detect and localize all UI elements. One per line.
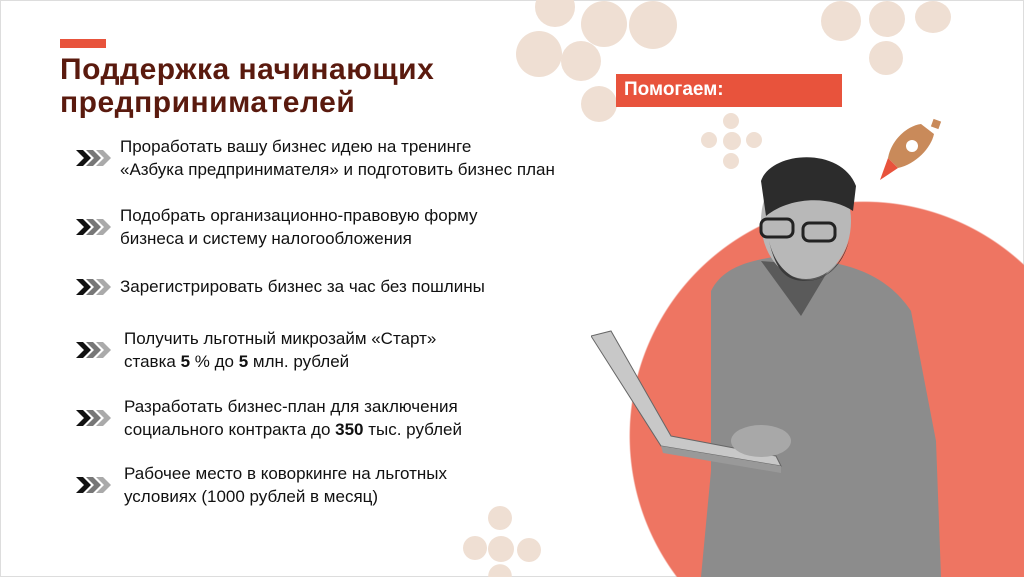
item-text: [124, 350, 436, 373]
decor-dot: [821, 1, 861, 41]
item-text: Зарегистрировать бизнес за час без пошлины: [120, 277, 485, 296]
item-text: [124, 418, 462, 441]
list-item: [76, 462, 447, 508]
chevrons-icon: [76, 475, 112, 495]
chevrons-icon: [76, 148, 112, 168]
rate-value: 5: [180, 352, 191, 371]
item-text: бизнеса и систему налогообложения: [120, 229, 412, 248]
decor-dot: [488, 536, 514, 562]
chevrons-icon: [76, 217, 112, 237]
item-text: «Азбука предпринимателя» и подготовить бизнес план: [120, 160, 555, 179]
decor-dot: [516, 31, 562, 77]
list-item: [76, 204, 478, 250]
list-item: [76, 135, 555, 181]
decor-dot: [463, 536, 487, 560]
text: тыс. рублей: [363, 420, 462, 439]
decor-dot: [561, 41, 601, 81]
item-text: Проработать вашу бизнес идею на тренинге: [120, 137, 472, 156]
decor-dot: [869, 41, 903, 75]
chevrons-icon: [76, 277, 112, 297]
text: млн. рублей: [248, 352, 350, 371]
text: социального контракта до: [124, 420, 336, 439]
decor-dot: [723, 113, 739, 129]
list-item: [76, 275, 485, 298]
decor-dot: [517, 538, 541, 562]
amount-value: 350: [335, 420, 364, 439]
list-item: [76, 327, 436, 373]
item-text: Разработать бизнес-план для заключения: [124, 397, 458, 416]
amount-value: 5: [238, 352, 249, 371]
item-text: Подобрать организационно-правовую форму: [120, 206, 478, 225]
man-with-laptop-photo: [591, 141, 961, 577]
decor-dot: [629, 1, 677, 49]
list-item: [76, 395, 462, 441]
chevrons-icon: [76, 408, 112, 428]
chevrons-icon: [76, 340, 112, 360]
decor-dot: [581, 86, 617, 122]
helping-badge: Помогаем:: [616, 74, 842, 107]
text: ставка: [124, 352, 181, 371]
decor-dot: [581, 1, 627, 47]
item-text: условиях (1000 рублей в месяц): [124, 487, 379, 506]
decor-dot: [915, 1, 951, 33]
decor-dot: [488, 564, 512, 577]
item-text: Получить льготный микрозайм «Старт»: [124, 329, 437, 348]
decor-dot: [488, 506, 512, 530]
decor-dot: [869, 1, 905, 37]
decor-dot: [535, 0, 575, 27]
text: % до: [190, 352, 239, 371]
title-accent-bar: [60, 39, 106, 48]
item-text: Рабочее место в коворкинге на льготных: [124, 464, 448, 483]
page-title: Поддержка начинающих предпринимателей: [60, 53, 435, 119]
